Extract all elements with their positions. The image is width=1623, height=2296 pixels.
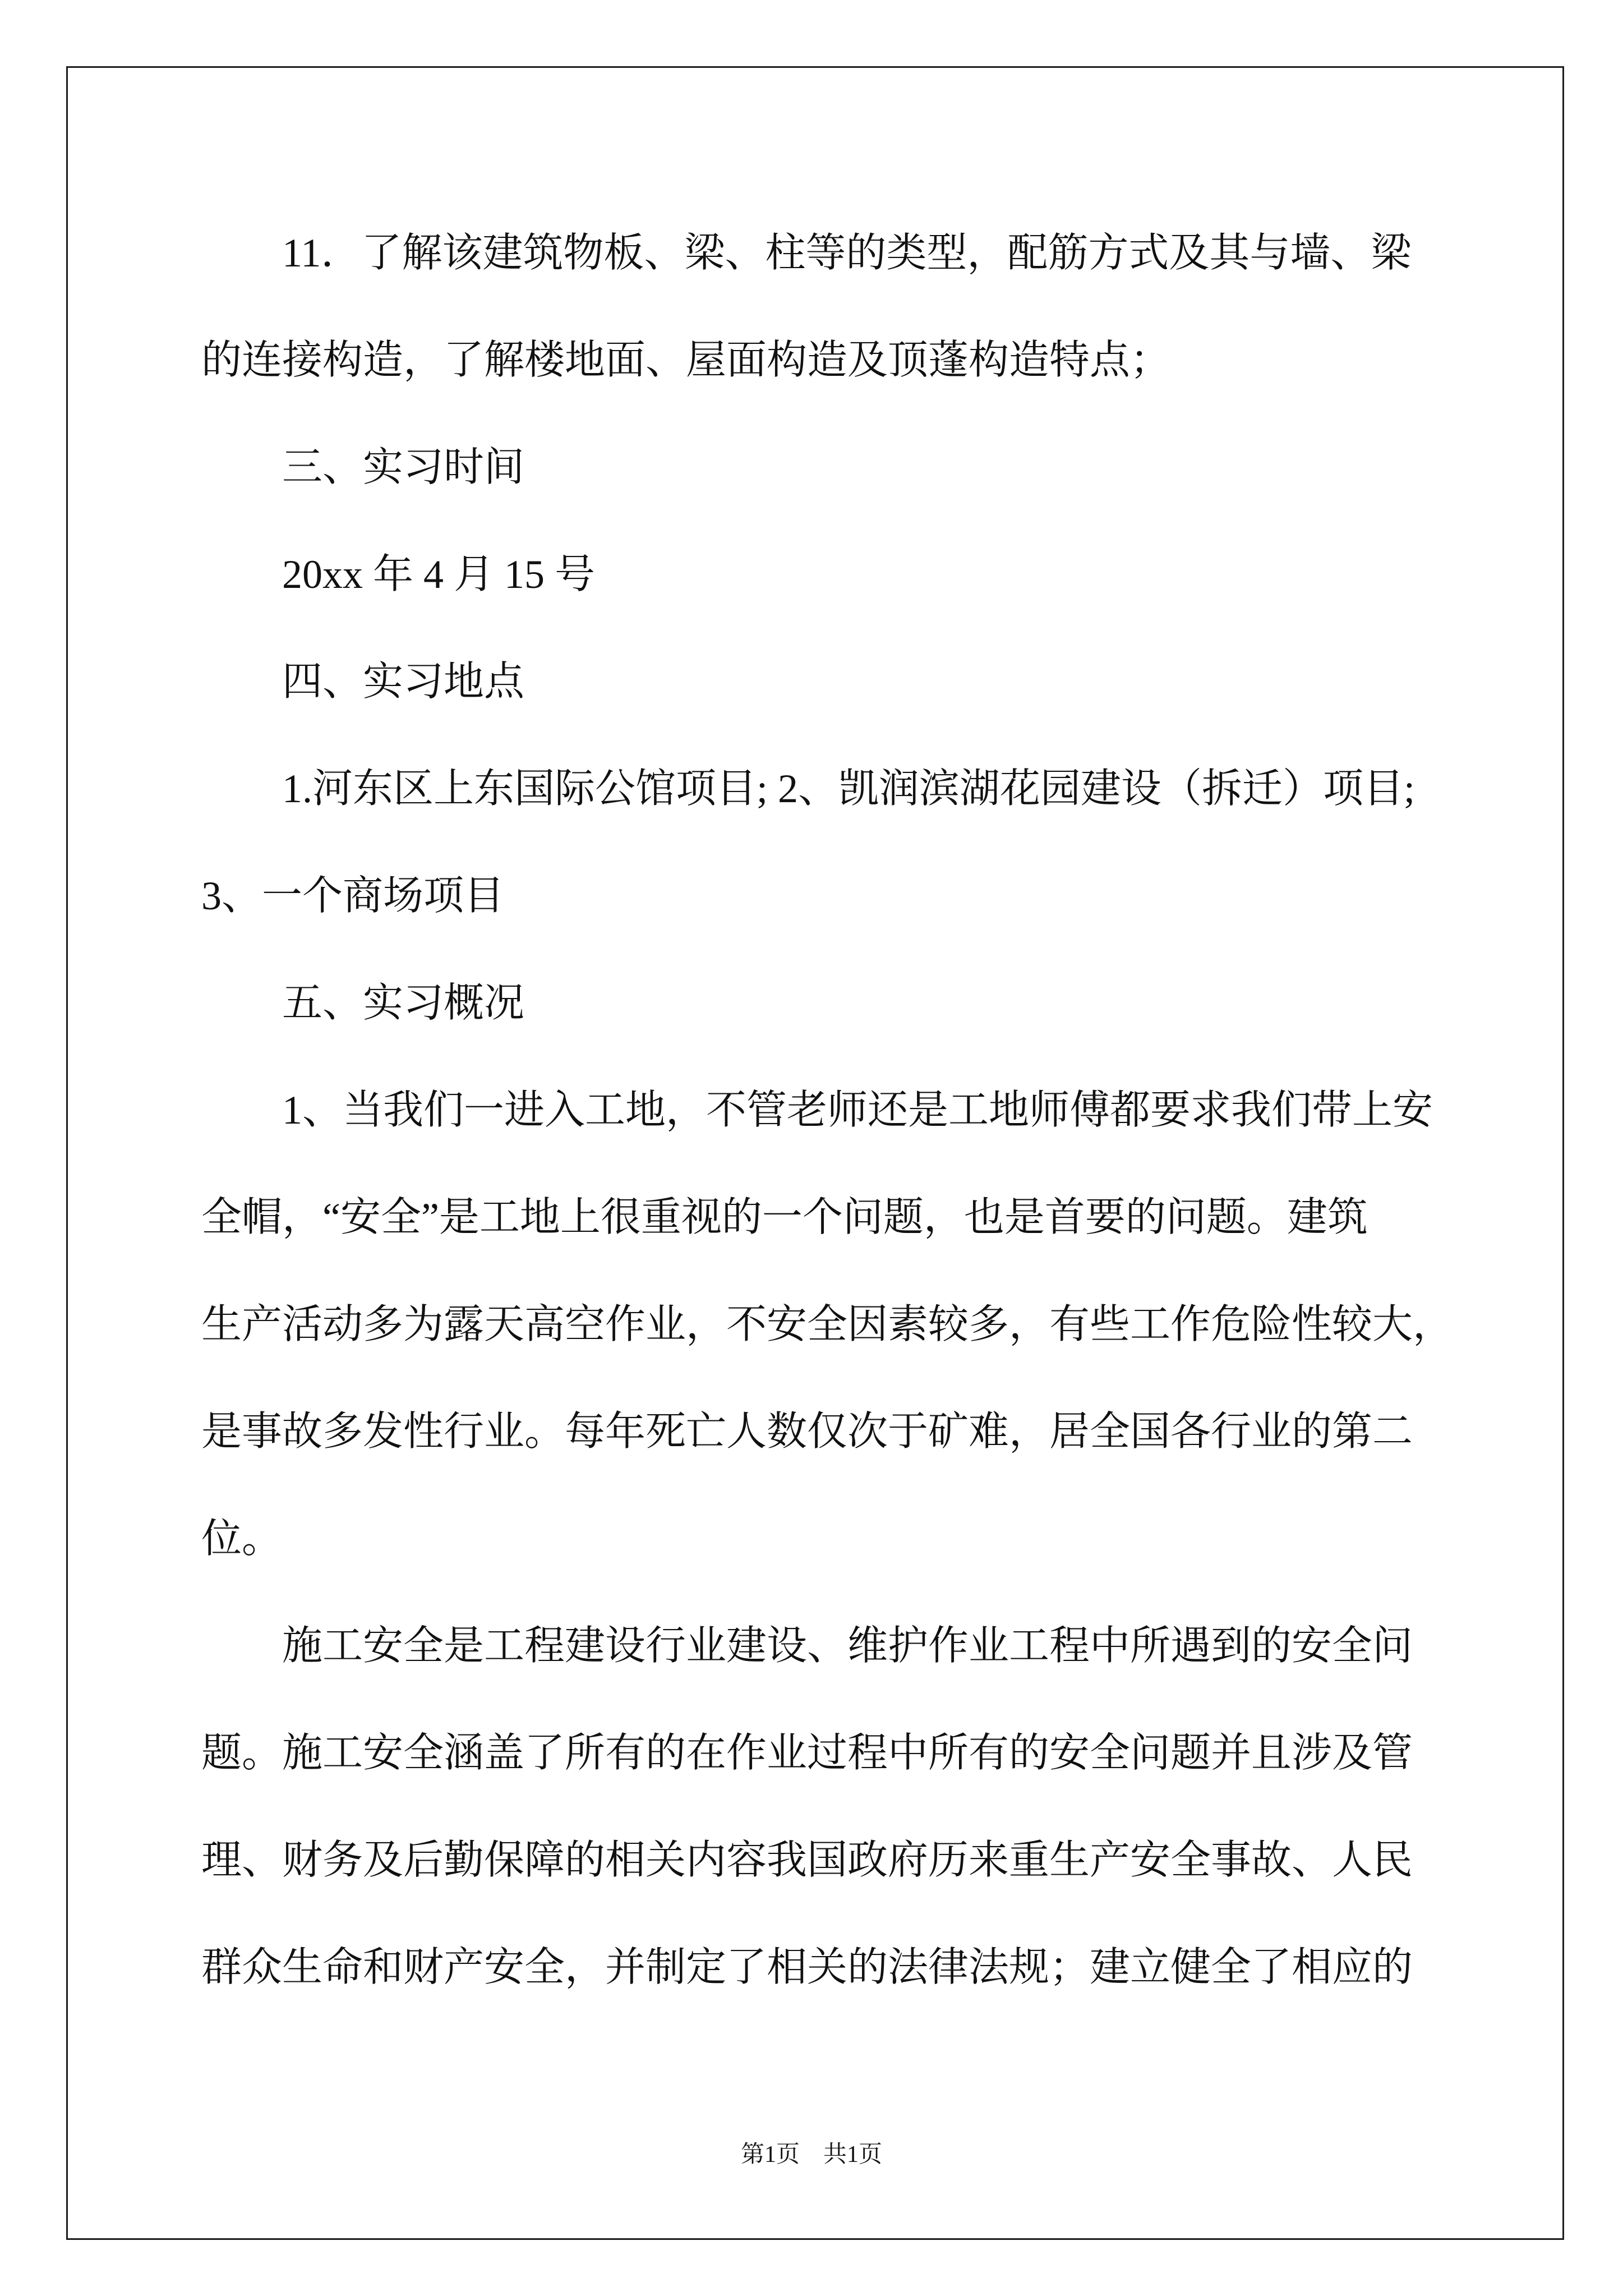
paragraph-line: 理、财务及后勤保障的相关内容我国政府历来重生产安全事故、人民 (201, 1838, 1413, 1883)
paragraph-line: 的连接构造，了解楼地面、屋面构造及顶蓬构造特点； (201, 338, 1171, 383)
paragraph-line: 群众生命和财产安全，并制定了相关的法律法规；建立健全了相应的 (201, 1945, 1413, 1990)
paragraph-line: 生产活动多为露天高空作业，不安全因素较多，有些工作危险性较大， (201, 1302, 1454, 1347)
page-total: 共1页 (823, 2142, 883, 2168)
section-heading: 三、实习时间 (282, 445, 525, 490)
paragraph-line: 位。 (201, 1516, 283, 1561)
section-heading: 五、实习概况 (282, 981, 525, 1025)
paragraph-line: 是事故多发性行业。每年死亡人数仅次于矿难，居全国各行业的第二 (201, 1409, 1413, 1454)
paragraph-line: 1、当我们一进入工地，不管老师还是工地师傅都要求我们带上安 (282, 1088, 1433, 1133)
paragraph-line: 1.河东区上东国际公馆项目; 2、凯润滨湖花园建设（拆迁）项目; (282, 766, 1415, 811)
paragraph-line: 全帽，“安全”是工地上很重视的一个问题，也是首要的问题。建筑 (201, 1195, 1368, 1240)
page-footer (0, 2141, 1623, 2169)
page-number: 第1页 (740, 2142, 800, 2168)
section-heading: 四、实习地点 (282, 659, 525, 704)
paragraph-line: 施工安全是工程建设行业建设、维护作业工程中所遇到的安全问 (282, 1623, 1413, 1668)
paragraph-line: 3、一个商场项目 (201, 873, 505, 918)
document-body (201, 200, 1547, 2021)
paragraph-line: 题。施工安全涵盖了所有的在作业过程中所有的安全问题并且涉及管 (201, 1731, 1413, 1775)
paragraph-line: 20xx 年 4 月 15 号 (282, 552, 596, 597)
paragraph-line: 11．了解该建筑物板、梁、柱等的类型，配筋方式及其与墙、梁 (282, 231, 1412, 275)
